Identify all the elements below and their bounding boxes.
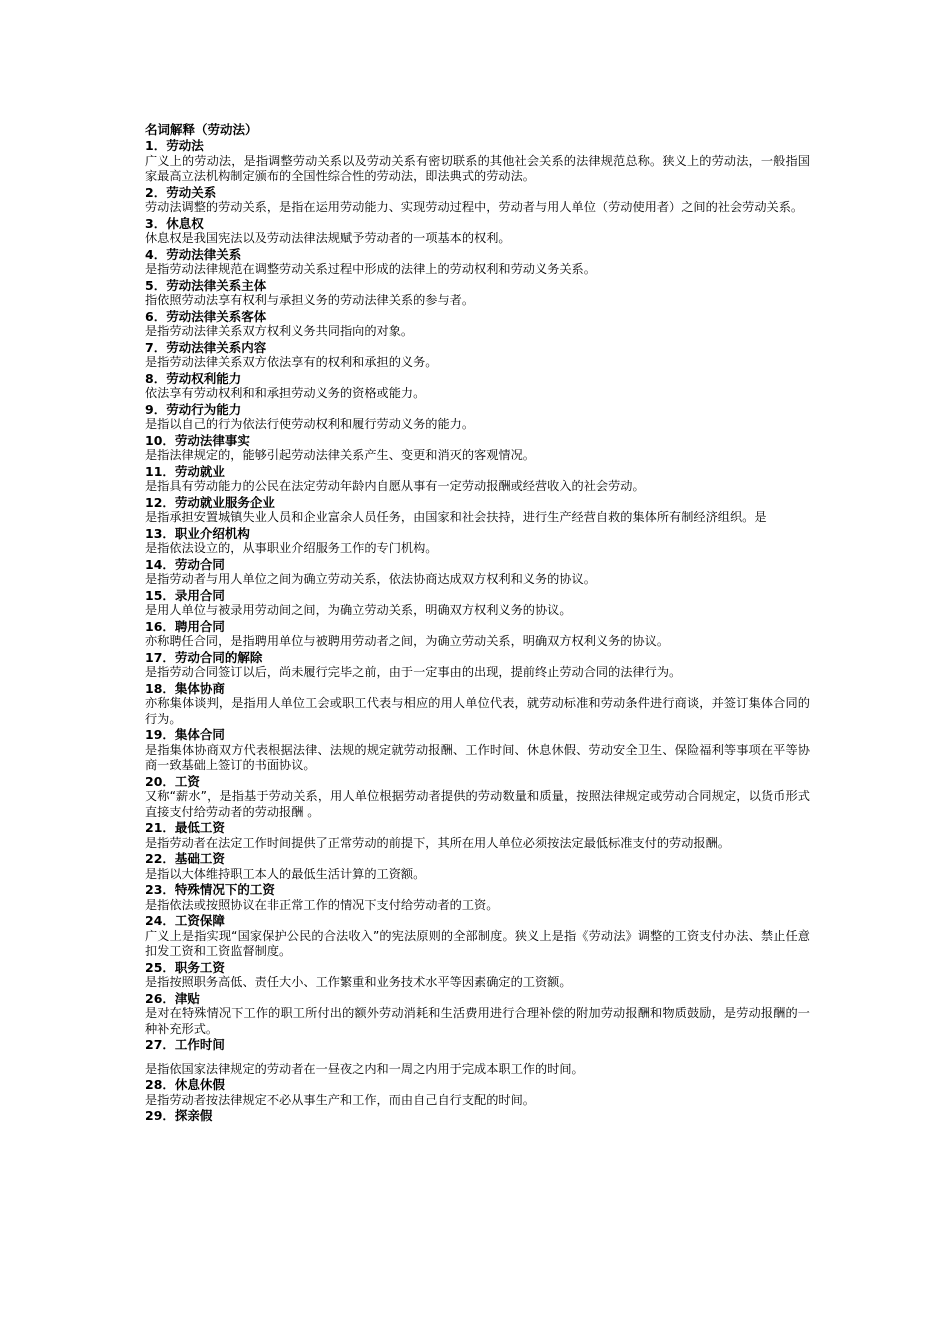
term-entry [145,650,810,681]
term-heading: 13．职业介绍机构 [145,525,250,541]
term-entry [145,774,810,821]
term-definition: 是指集体协商双方代表根据法律、法规的规定就劳动报酬、工作时间、休息休假、劳动安全卫生、保险福利等事项在平等协商一致基础上签订的书面协议。 [145,742,810,772]
term-heading: 5．劳动法律关系主体 [145,277,267,293]
term-heading: 8．劳动权利能力 [145,370,242,386]
term-heading: 25．职务工资 [145,959,225,975]
term-heading: 10．劳动法律事实 [145,432,250,448]
term-heading: 7．劳动法律关系内容 [145,339,267,355]
term-entry [145,557,810,588]
term-entry [145,588,810,619]
term-entry [145,278,810,309]
term-definition: 是指劳动合同签订以后，尚未履行完毕之前，由于一定事由的出现，提前终止劳动合同的法律行为。 [145,665,682,679]
term-definition: 是用人单位与被录用劳动间之间，为确立劳动关系，明确双方权利义务的协议。 [145,603,572,617]
term-entry [145,882,810,913]
term-definition: 是指劳动者按法律规定不必从事生产和工作，而由自己自行支配的时间。 [145,1092,535,1107]
term-definition: 依法享有劳动权利和和承担劳动义务的资格或能力。 [145,386,426,400]
term-heading: 19．集体合同 [145,727,225,742]
term-entry [145,820,810,851]
term-entry [145,681,810,728]
term-heading: 3．休息权 [145,215,204,231]
term-heading: 4．劳动法律关系 [145,246,242,262]
document-title: 名词解释（劳动法） [145,122,258,137]
term-heading: 29．探亲假 [145,1108,213,1123]
terms-list [145,138,810,1124]
term-entry [145,1077,810,1108]
term-heading: 18．集体协商 [145,680,225,696]
term-definition: 亦称集体谈判，是指用人单位工会或职工代表与相应的用人单位代表，就劳动标准和劳动条件进行商谈，并签订集体合同的行为。 [145,696,810,726]
term-entry [145,433,810,464]
term-heading: 20．工资 [145,773,200,789]
term-definition: 是指劳动法律规范在调整劳动关系过程中形成的法律上的劳动权利和劳动义务关系。 [145,262,596,276]
term-definition: 是指法律规定的，能够引起劳动法律关系产生、变更和消灭的客观情况。 [145,448,535,462]
term-entry [145,727,810,774]
term-heading: 14．劳动合同 [145,556,225,572]
term-heading: 22．基础工资 [145,851,225,866]
term-definition: 是指劳动者在法定工作时间提供了正常劳动的前提下，其所在用人单位必须按法定最低标准支付的劳动报酬。 [145,835,730,850]
term-entry [145,619,810,650]
term-heading: 24．工资保障 [145,913,225,928]
term-definition: 是指依法或按照协议在非正常工作的情况下支付给劳动者的工资。 [145,897,499,912]
term-definition: 是指以自己的行为依法行使劳动权利和履行劳动义务的能力。 [145,417,475,431]
term-heading: 9．劳动行为能力 [145,401,242,417]
term-definition: 亦称聘任合同，是指聘用单位与被聘用劳动者之间，为确立劳动关系，明确双方权利义务的协议。 [145,634,670,648]
term-definition: 是指劳动法律关系双方权利义务共同指向的对象。 [145,324,414,338]
term-entry [145,464,810,495]
term-entry [145,138,810,185]
term-entry [145,340,810,371]
term-definition: 是指依法设立的，从事职业介绍服务工作的专门机构。 [145,541,438,555]
term-entry [145,526,810,557]
term-definition: 是指依国家法律规定的劳动者在一昼夜之内和一周之内用于完成本职工作的时间。 [145,1061,584,1076]
term-heading: 26．津贴 [145,990,200,1006]
term-entry [145,1037,810,1077]
term-entry [145,309,810,340]
term-heading: 27．工作时间 [145,1037,225,1052]
term-heading: 11．劳动就业 [145,463,225,479]
document-body [145,122,810,1124]
term-definition: 是对在特殊情况下工作的职工所付出的额外劳动消耗和生活费用进行合理补偿的附加劳动报酬和物质鼓励，是劳动报酬的一种补充形式。 [145,1006,810,1036]
term-heading: 2．劳动关系 [145,184,217,200]
term-entry [145,960,810,991]
term-definition: 是指劳动法律关系双方依法享有的权利和承担的义务。 [145,355,438,369]
term-entry [145,913,810,960]
term-definition: 劳动法调整的劳动关系，是指在运用劳动能力、实现劳动过程中，劳动者与用人单位（劳动使用者）之间的社会劳动关系。 [145,200,804,214]
term-entry [145,216,810,247]
term-entry [145,402,810,433]
term-entry [145,495,810,526]
term-definition: 是指以大体维持职工本人的最低生活计算的工资额。 [145,866,426,881]
term-entry [145,991,810,1038]
term-heading: 16．聘用合同 [145,618,225,634]
term-definition: 是指具有劳动能力的公民在法定劳动年龄内自愿从事有一定劳动报酬或经营收入的社会劳动。 [145,479,645,493]
term-definition: 是指承担安置城镇失业人员和企业富余人员任务，由国家和社会扶持，进行生产经营自救的集体所有制经济组织。是 [145,510,767,524]
term-definition: 休息权是我国宪法以及劳动法律法规赋予劳动者的一项基本的权利。 [145,231,511,245]
term-definition: 是指劳动者与用人单位之间为确立劳动关系，依法协商达成双方权利和义务的协议。 [145,572,596,586]
term-heading: 23．特殊情况下的工资 [145,882,275,897]
term-heading: 17．劳动合同的解除 [145,649,263,665]
term-definition: 广义上的劳动法，是指调整劳动关系以及劳动关系有密切联系的其他社会关系的法律规范总称。狭义上的劳动法，一般指国家最高立法机构制定颁布的全国性综合性的劳动法，即法典式的劳动法。 [145,153,810,183]
term-entry [145,247,810,278]
term-heading: 1．劳动法 [145,138,204,153]
term-heading: 6．劳动法律关系客体 [145,308,267,324]
term-definition: 指依照劳动法享有权利与承担义务的劳动法律关系的参与者。 [145,293,475,307]
term-heading: 12．劳动就业服务企业 [145,494,275,510]
term-definition: 广义上是指实现“国家保护公民的合法收入”的宪法原则的全部制度。狭义上是指《劳动法》调整的工资支付办法、禁止任意扣发工资和工资监督制度。 [145,928,810,958]
term-definition: 又称“薪水”，是指基于劳动关系，用人单位根据劳动者提供的劳动数量和质量，按照法律规定或劳动合同规定，以货币形式直接支付给劳动者的劳动报酬 。 [145,789,810,819]
term-entry [145,371,810,402]
term-entry [145,185,810,216]
term-heading: 28．休息休假 [145,1077,225,1092]
term-heading: 21．最低工资 [145,820,225,835]
term-entry [145,851,810,882]
term-entry [145,1108,810,1124]
term-heading: 15．录用合同 [145,587,225,603]
term-definition: 是指按照职务高低、责任大小、工作繁重和业务技术水平等因素确定的工资额。 [145,975,572,989]
